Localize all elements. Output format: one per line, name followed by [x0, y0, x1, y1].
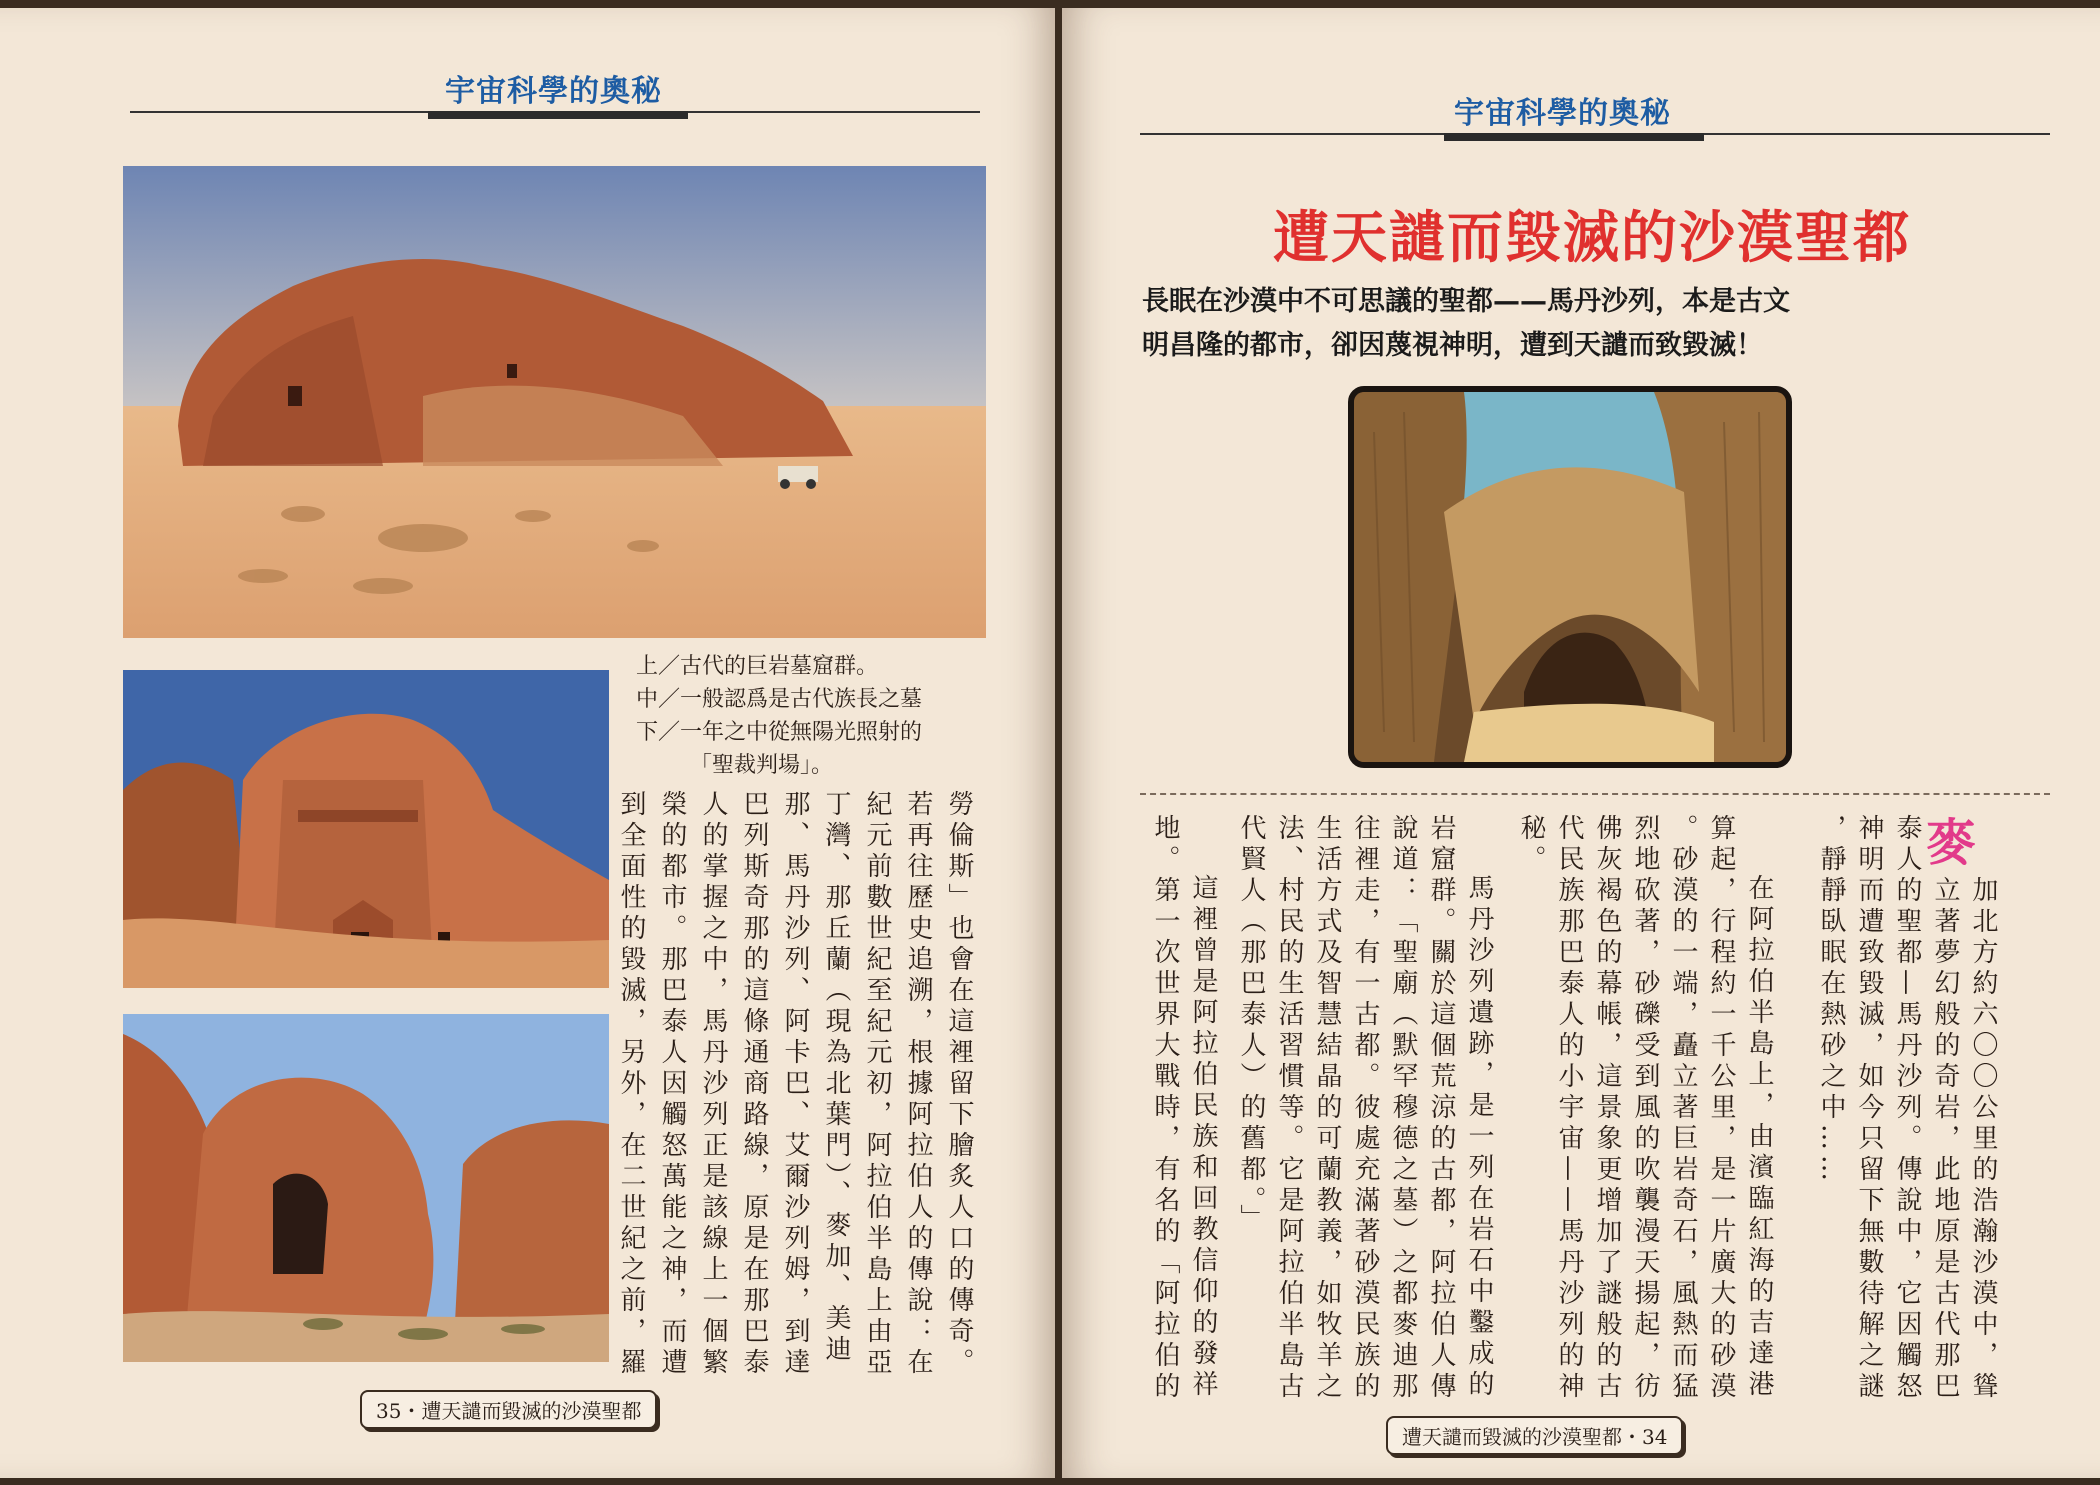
left-page: [0, 8, 1055, 1478]
body-column: 立著夢幻般的奇岩，此地原是古代那巴: [1930, 876, 1960, 1403]
caption-bottom-cont: 「聖裁判場」。: [690, 753, 834, 778]
body-column: 代民族那巴泰人的小宇宙——馬丹沙列的神: [1554, 814, 1584, 1403]
photo-tomb-facade-image: [123, 670, 609, 988]
right-page: [1062, 8, 2100, 1478]
body-column: 榮的都市。那巴泰人因觸怒萬能之神，而遭: [657, 790, 687, 1379]
body-column: 泰人的聖都—馬丹沙列。傳說中，它因觸怒: [1892, 814, 1922, 1403]
running-header: 宇宙科學的奧秘: [445, 74, 662, 109]
body-column: 若再往歷史追溯，根據阿拉伯人的傳說：在: [903, 790, 933, 1379]
header-bar: [428, 111, 688, 119]
body-column: ，靜靜臥眠在熱砂之中……: [1816, 814, 1846, 1186]
body-column: 神明而遭致毀滅，如今只留下無數待解之謎: [1854, 814, 1884, 1403]
body-column: 在阿拉伯半島上，由濱臨紅海的吉達港: [1744, 874, 1774, 1401]
article-title: 遭天譴而毀滅的沙漠聖都: [1273, 206, 1911, 271]
body-column: 說道：「聖廟（默罕穆德之墓）之都麥迪那: [1388, 814, 1418, 1403]
header-bar: [1444, 133, 1704, 141]
photo-shaded-rocks-image: [123, 1014, 609, 1362]
section-divider: [1140, 793, 2050, 795]
body-column: 生活方式及智慧結晶的可蘭教義，如牧羊之: [1312, 814, 1342, 1403]
photo-shaded-rocks: [123, 1014, 609, 1362]
body-column: 秘。: [1516, 814, 1546, 876]
subtitle-line: 明昌隆的都市，卻因蔑視神明，遭到天譴而致毀滅！: [1142, 330, 1763, 361]
body-column: 丁灣、那丘蘭（現為北葉門）、麥加、美迪: [821, 790, 851, 1366]
running-header: 宇宙科學的奧秘: [1454, 96, 1671, 131]
body-column: 勞倫斯」也會在這裡留下膾炙人口的傳奇。: [944, 790, 974, 1379]
page-footer: 遭天譴而毀滅的沙漠聖都・34: [1386, 1416, 1683, 1455]
body-column: 算起，行程約一千公里，是一片廣大的砂漠: [1706, 814, 1736, 1403]
body-column: 往裡走，有一古都。彼處充滿著砂漠民族的: [1350, 814, 1380, 1403]
body-column: 紀元前數世紀至紀元初，阿拉伯半島上由亞: [862, 790, 892, 1379]
body-column: 人的掌握之中，馬丹沙列正是該線上一個繁: [698, 790, 728, 1379]
body-column: 這裡曾是阿拉伯民族和回教信仰的發祥: [1188, 874, 1218, 1401]
page-footer: 35・遭天譴而毀滅的沙漠聖都: [360, 1390, 657, 1429]
photo-rock-arch: [1348, 386, 1792, 768]
body-column: 佛灰褐色的幕帳，這景象更增加了謎般的古: [1592, 814, 1622, 1403]
subtitle-line: 長眠在沙漠中不可思議的聖都——馬丹沙列，本是古文: [1142, 286, 1790, 317]
body-column: 地。第一次世界大戰時，有名的「阿拉伯的: [1150, 814, 1180, 1403]
body-column: 加北方約六〇〇公里的浩瀚沙漠中，聳: [1968, 876, 1998, 1403]
caption-middle: 中／一般認爲是古代族長之墓: [636, 687, 923, 712]
photo-tomb-facade: [123, 670, 609, 988]
drop-cap: 麥: [1926, 813, 1976, 872]
photo-rock-tombs: [123, 166, 986, 638]
body-column: 馬丹沙列遺跡，是一列在岩石中鑿成的: [1464, 874, 1494, 1401]
body-column: 法、村民的生活習慣等。它是阿拉伯半島古: [1274, 814, 1304, 1403]
body-column: 。砂漠的一端，矗立著巨岩奇石，風熱而猛: [1668, 814, 1698, 1403]
caption-bottom: 下／一年之中從無陽光照射的: [636, 720, 923, 745]
body-column: 到全面性的毀滅，另外，在二世紀之前，羅: [616, 790, 646, 1379]
body-column: 巴列斯奇那的這條通商路線，原是在那巴泰: [739, 790, 769, 1379]
photo-rock-tombs-image: [123, 166, 986, 638]
body-column: 烈地砍著，砂礫受到風的吹襲漫天揚起，彷: [1630, 814, 1660, 1403]
body-column: 岩窟群。關於這個荒涼的古都，阿拉伯人傳: [1426, 814, 1456, 1403]
body-column: 代賢人（那巴泰人）的舊都。」: [1236, 814, 1266, 1235]
article-subtitle: [1142, 280, 1790, 368]
photo-rock-arch-image: [1354, 392, 1786, 762]
body-column: 那、馬丹沙列、阿卡巴、艾爾沙列姆，到達: [780, 790, 810, 1379]
caption-top: 上／古代的巨岩墓窟群。: [636, 654, 879, 679]
